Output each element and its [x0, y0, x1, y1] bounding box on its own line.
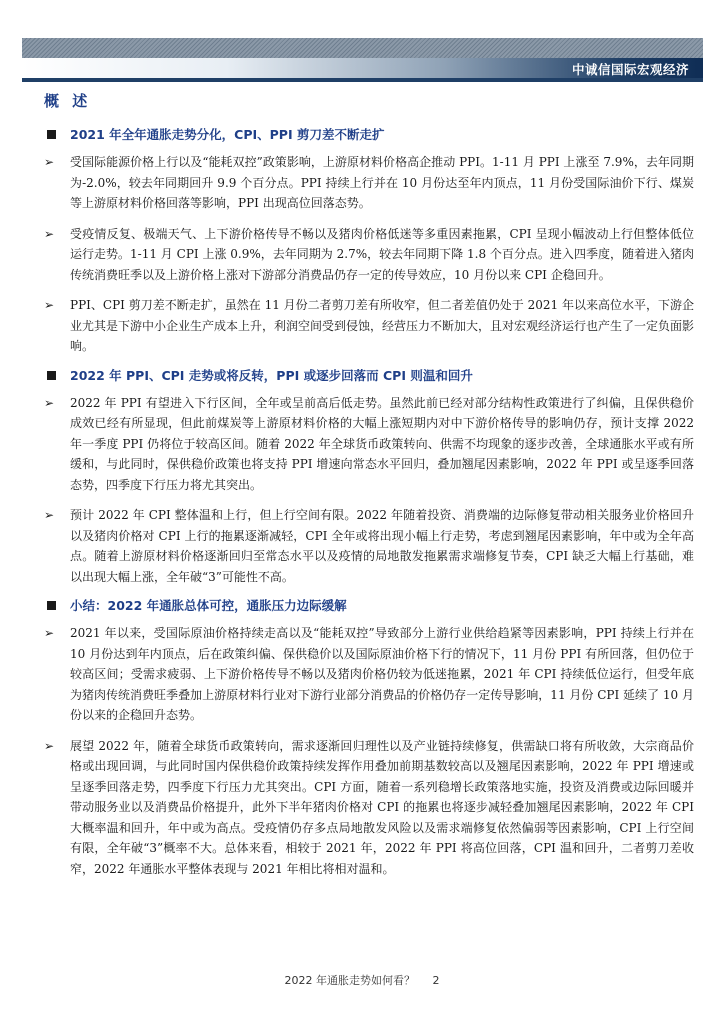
bullet-item: ➢ PPI、CPI 剪刀差不断走扩，虽然在 11 月份二者剪刀差有所收窄，但二者差值仍处于 2021 年以来高位水平，下游企业尤其是下游中小企业生产成本上升，利润空间受到侵蚀，经营压力不断加大，且对宏观经济运行也产生了一定负面影响。: [44, 295, 694, 357]
footer-title: 2022 年通胀走势如何看？: [284, 974, 415, 987]
bullet-item: ➢ 2022 年 PPI 有望进入下行区间，全年或呈前高后低走势。虽然此前已经对部分结构性政策进行了纠偏，且保供稳价成效已经有所显现，但此前煤炭等上游原材料价格的大幅上涨短期内对中下游价格传导的影响仍存，预计支撑 2022 年一季度 PPI 仍将位于较高区间。随着 2022 年全球货币政策转向、供需不均现象的逐步改善，全球通胀水平或有所缓和，与此同时，保供稳价政策也将支持 PPI 增速向常态水平回归，叠加翘尾因素影响，2022 年 PPI 或呈逐季回落态势，四季度下行压力将尤其突出。: [44, 393, 694, 496]
bullet-item: ➢ 2021 年以来，受国际原油价格持续走高以及“能耗双控”导致部分上游行业供给趋紧等因素影响，PPI 持续上行并在 10 月份达到年内顶点，后在政策纠偏、保供稳价以及国际原油价格下行的情况下，11 月份 PPI 有所回落，但仍位于较高区间；受需求疲弱、上下游价格传导不畅以及猪肉价格仍较为低迷拖累，2021 年 CPI 持续低位运行，但受年底为猪肉传统消费旺季叠加上游原材料行业对下游行业部分消费品的价格仍存一定传导影响，11 月份 CPI 延续了 10 月份以来的企稳回升态势。: [44, 623, 694, 726]
bullet-item: ➢ 展望 2022 年，随着全球货币政策转向，需求逐渐回归理性以及产业链持续修复，供需缺口将有所收敛，大宗商品价格或出现回调，与此同时国内保供稳价政策持续发挥作用叠加前期基数较高以及翘尾因素影响，2022 年 PPI 增速或呈逐季回落走势，四季度下行压力尤其突出。CPI 方面，随着一系列稳增长政策落地实施，投资及消费或边际回暖并带动服务业以及消费品价格提升，此外下半年猪肉价格对 CPI 的拖累也将逐步减轻叠加翘尾因素影响，2022 年 CPI 大概率温和回升，年中或为高点。受疫情仍存多点局地散发风险以及需求端修复依然偏弱等因素影响，CPI 上行空间有限，全年破“3”概率不大。总体来看，相较于 2021 年，2022 年 PPI 将高位回落，CPI 温和回升，二者剪刀差收窄，2022 年通胀水平整体表现与 2021 年相比将相对温和。: [44, 736, 694, 880]
page-number: 2: [432, 974, 440, 987]
arrow-bullet-icon: ➢: [44, 395, 55, 410]
arrow-bullet-icon: ➢: [44, 298, 55, 312]
section-2022-outlook: [44, 367, 694, 588]
arrow-bullet-icon: ➢: [44, 738, 55, 753]
bullet-item: ➢ 预计 2022 年 CPI 整体温和上行，但上行空间有限。2022 年随着投资、消费端的边际修复带动相关服务业价格回升以及猪肉价格对 CPI 上行的拖累逐渐减轻，CPI 全年或将出现小幅上行走势，考虑到翘尾因素影响，年中或为全年高点。随着上游原材料价格逐渐回归至常态水平以及疫情的局地散发拖累需求端修复节奏，CPI 缺乏大幅上行基础，难以出现大幅上涨，全年破“3”可能性不高。: [44, 505, 694, 587]
square-bullet-icon: [47, 130, 56, 139]
section-2021-trend: [44, 126, 694, 357]
header-divider: [22, 78, 703, 82]
report-body: [44, 120, 694, 889]
square-bullet-icon: [47, 601, 56, 610]
arrow-bullet-icon: ➢: [44, 155, 55, 169]
section-heading: 2022 年 PPI、CPI 走势或将反转，PPI 或逐步回落而 CPI 则温和回升: [44, 367, 694, 385]
square-bullet-icon: [47, 371, 56, 380]
arrow-bullet-icon: ➢: [44, 226, 55, 241]
arrow-bullet-icon: ➢: [44, 626, 55, 640]
header-band: [22, 58, 703, 78]
bullet-item: ➢ 受国际能源价格上行以及“能耗双控”政策影响，上游原材料价格高企推动 PPI。1-11 月 PPI 上涨至 7.9%，去年同期为-2.0%，较去年同期回升 9.9 个百分点。PPI 持续上行并在 10 月份达至年内顶点，11 月份受国际油价下行、煤炭等上游原材料价格回落等影响，PPI 出现高位回落态势。: [44, 152, 694, 214]
arrow-bullet-icon: ➢: [44, 508, 55, 522]
section-heading: 小结：2022 年通胀总体可控，通胀压力边际缓解: [44, 597, 694, 615]
bullet-item: ➢ 受疫情反复、极端天气、上下游价格传导不畅以及猪肉价格低迷等多重因素拖累，CPI 呈现小幅波动上行但整体低位运行走势。1-11 月 CPI 上涨 0.9%，去年同期为 2.7%，较去年同期下降 1.8 个百分点。进入四季度，随着进入猪肉传统消费旺季以及上游价格上涨对下游部分消费品仍存一定的传导效应，10 月份以来 CPI 企稳回升。: [44, 224, 694, 286]
page-title: 概 述: [44, 92, 92, 110]
header-pattern-bar: [22, 38, 703, 58]
section-heading: 2021 年全年通胀走势分化，CPI、PPI 剪刀差不断走扩: [44, 126, 694, 144]
page-footer: [0, 972, 724, 988]
section-summary: [44, 597, 694, 879]
brand-name: 中诚信国际宏观经济: [571, 62, 689, 77]
